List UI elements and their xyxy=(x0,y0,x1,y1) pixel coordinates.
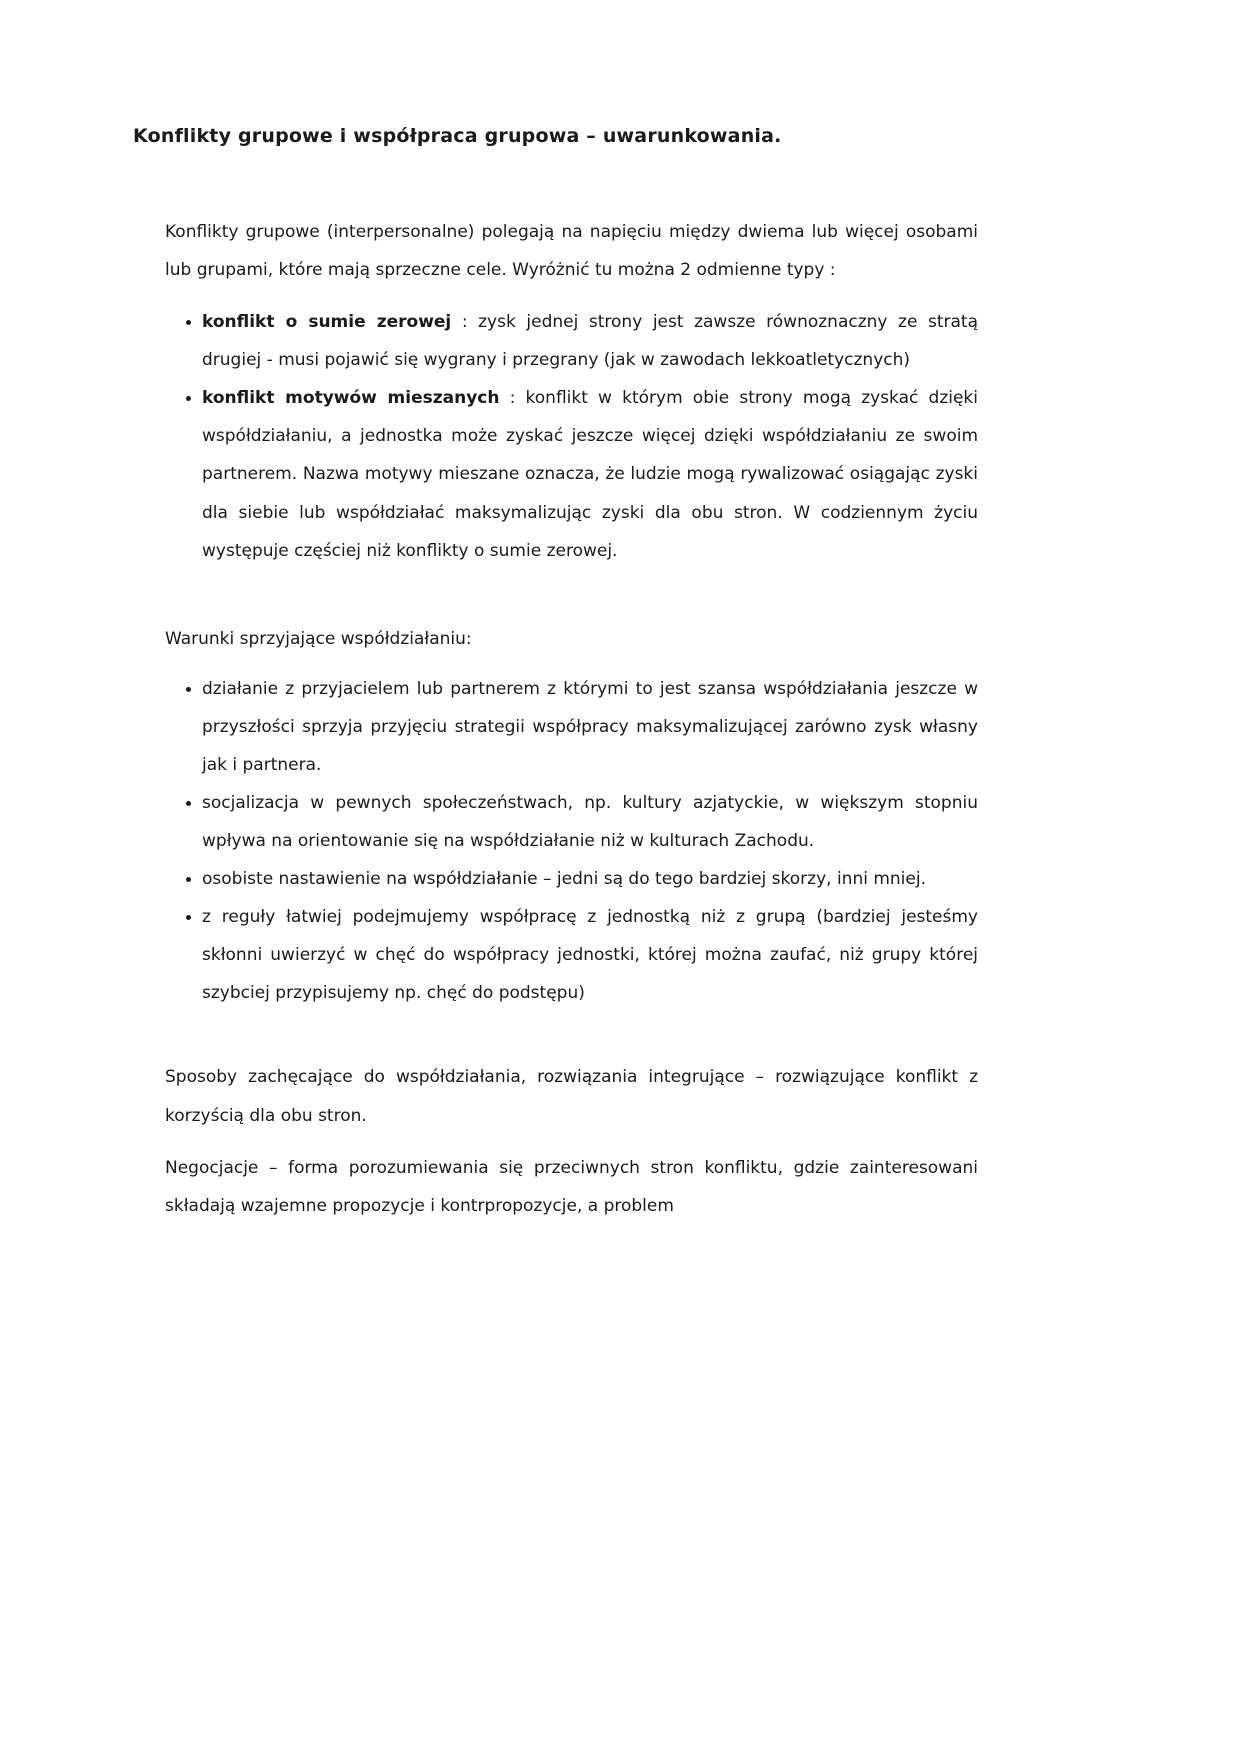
intro-paragraph: Konflikty grupowe (interpersonalne) polegają na napięciu między dwiema lub więcej osobami lub grupami, które mają sprzeczne cele. Wyróżnić tu można 2 odmienne typy : xyxy=(165,222,978,281)
list-item-mixed-motives-conflict xyxy=(202,379,978,569)
list-item-text: : zysk jednej strony jest zawsze równoznaczny ze stratą drugiej - musi pojawić się wygrany i przegrany (jak w zawodach lekkoatletycznych) xyxy=(202,312,978,371)
list-item-bold-term: konflikt o sumie zerowej xyxy=(202,312,452,333)
cooperation-conditions-list xyxy=(165,670,978,1013)
list-item-bold-term: konflikt motywów mieszanych xyxy=(202,388,500,409)
list-item-socialization: • socjalizacja w pewnych społeczeństwach, np. kultury azjatyckie, w większym stopniu wpływa na orientowanie się na współdziałanie niż w kulturach Zachodu. xyxy=(202,784,978,860)
list-item-personal-attitude: • osobiste nastawienie na współdziałanie – jedni są do tego bardziej skorzy, inni mniej. xyxy=(202,860,978,898)
list-item-zero-sum-conflict xyxy=(202,303,978,379)
paragraph-sposoby: Sposoby zachęcające do współdziałania, rozwiązania integrujące – rozwiązujące konflikt z korzyścią dla obu stron. xyxy=(165,1067,978,1126)
list-item-individual-vs-group: • z reguły łatwiej podejmujemy współpracę z jednostką niż z grupą (bardziej jesteśmy skłonni uwierzyć w chęć do współpracy jednostki, której można zaufać, niż grupy której szybciej przypisujemy np. chęć do podstępu) xyxy=(202,898,978,1012)
subheading-cooperation-conditions: Warunki sprzyjające współdziałaniu: xyxy=(165,628,472,649)
document-title: Konflikty grupowe i współpraca grupowa – uwarunkowania. xyxy=(133,125,782,147)
list-item-friend-partner: • działanie z przyjacielem lub partnerem z którymi to jest szansa współdziałania jeszcze w przyszłości sprzyja przyjęciu strategii współpracy maksymalizującej zarówno zysk własny jak i partnera. xyxy=(202,670,978,784)
list-item-text: : konflikt w którym obie strony mogą zyskać dzięki współdziałaniu, a jednostka może zyskać jeszcze więcej dzięki współdziałaniu ze swoim partnerem. Nazwa motywy mieszane oznacza, że ludzie mogą rywalizować osiągając zyski dla siebie lub współdziałać maksymalizując zyski dla obu stron. W codziennym życiu występuje częściej niż konflikty o sumie zerowej. xyxy=(202,388,978,561)
paragraph-negocjacje: Negocjacje – forma porozumiewania się przeciwnych stron konfliktu, gdzie zainteresowani składają wzajemne propozycje i kontrpropozycje, a problem xyxy=(165,1157,978,1216)
conflict-types-list xyxy=(165,303,978,570)
